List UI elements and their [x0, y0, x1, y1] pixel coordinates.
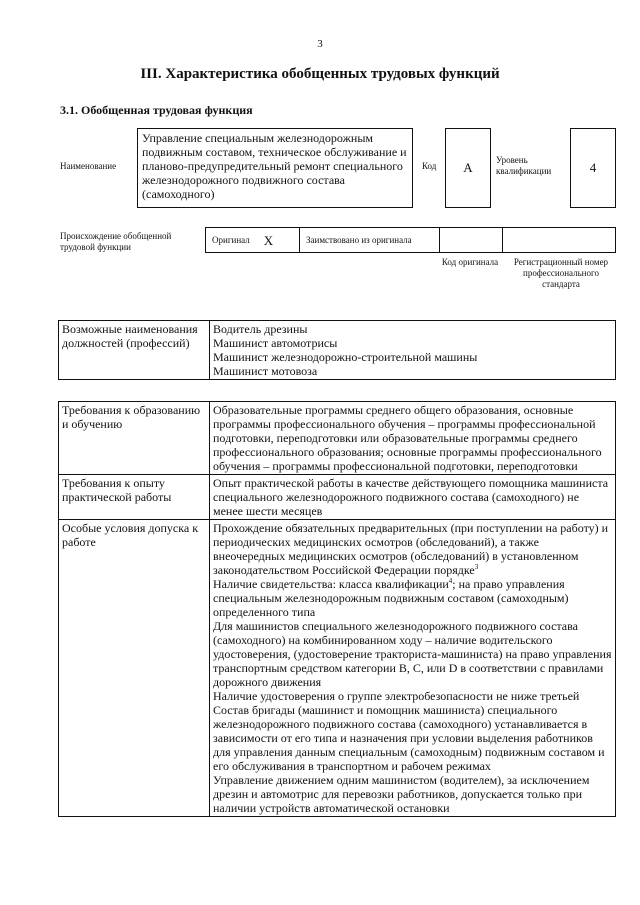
special-text-2b: ; на право управления специальным железнодорожным подвижным составом (самоходным) определенного типа: [213, 577, 569, 619]
footnote-ref-3: 3: [474, 563, 479, 571]
name-label: Наименование: [60, 161, 117, 171]
table-row: [59, 475, 616, 520]
footnote-ref-4: 4: [448, 577, 453, 585]
special-conditions-value: [210, 520, 616, 817]
table-row: [59, 402, 616, 475]
code-label: Код: [422, 161, 437, 171]
education-value: Образовательные программы среднего общего образования, основные программы профессионального обучения – программы профессиональной подготовки, переподготовки или образовательные программы среднего профессионального образования; основные программы профессионального обучения – программы профессиональной подготовки, переподготовки: [210, 402, 616, 475]
positions-label: Возможные наименования должностей (профессий): [59, 321, 210, 380]
requirements-table: [58, 401, 616, 817]
origin-original-cell: [206, 228, 300, 252]
origin-row: [205, 227, 616, 253]
page-number: 3: [317, 38, 323, 50]
position-item: Водитель дрезины: [213, 322, 308, 336]
page-title: III. Характеристика обобщенных трудовых функций: [140, 66, 500, 82]
section-heading: 3.1. Обобщенная трудовая функция: [60, 103, 253, 117]
qualification-level-label: Уровень квалификации: [496, 155, 552, 176]
code-value-box: А: [445, 128, 491, 208]
original-mark: X: [263, 232, 274, 248]
special-conditions-label: Особые условия допуска к работе: [59, 520, 210, 817]
qualification-level-box: 4: [570, 128, 616, 208]
special-paragraph: [213, 521, 612, 577]
special-paragraph: Наличие удостоверения о группе электробезопасности не ниже третьей: [213, 689, 580, 703]
borrowed-label: Заимствовано из оригинала: [306, 234, 412, 245]
experience-label: Требования к опыту практической работы: [59, 475, 210, 520]
table-row: [59, 520, 616, 817]
origin-code-cell: [440, 228, 503, 252]
special-paragraph: [213, 577, 612, 619]
position-item: Машинист мотовоза: [213, 364, 318, 378]
position-item: Машинист железнодорожно-строительной машины: [213, 350, 478, 364]
education-label: Требования к образованию и обучению: [59, 402, 210, 475]
origin-borrowed-cell: [300, 228, 440, 252]
reg-number-caption: Регистрационный номер профессионального стандарта: [513, 257, 609, 289]
special-paragraph: Для машинистов специального железнодорожного подвижного состава (самоходного) на комбинированном ходу – наличие водительского удостоверения, (удостоверение тракториста-машиниста) на право управления транспортным средством категории B, C, или D в соответствии с правилами дорожного движения: [213, 619, 612, 689]
original-label: Оригинал: [212, 234, 250, 245]
positions-table: [58, 320, 616, 380]
special-text-1: Прохождение обязательных предварительных (при поступлении на работу) и периодических медицинских осмотров (обследований), а также внеочередных медицинских осмотров (обследований) в установленном законодательством Российской Федерации порядке: [213, 521, 609, 577]
special-paragraph: Состав бригады (машинист и помощник машиниста) специального железнодорожного подвижного состава (самоходного) устанавливается в зависимости от его типа и назначения при условии выделения работников для управления данным специальным (самоходным) подвижным составом и его обслуживания в транспортном и рабочем режимах: [213, 703, 605, 773]
code-caption: Код оригинала: [441, 257, 499, 267]
special-paragraph: Управление движением одним машинистом (водителем), за исключением дрезин и автомотрис для перевозки работников, допускается только при наличии устройств автоматической остановки: [213, 773, 590, 815]
origin-reg-number-cell: [503, 228, 615, 252]
origin-label: Происхождение обобщенной трудовой функции: [60, 231, 172, 252]
position-item: Машинист автомотрисы: [213, 336, 338, 350]
special-text-2a: Наличие свидетельства: класса квалификации: [213, 577, 449, 591]
function-name-box: Управление специальным железнодорожным подвижным составом, техническое обслуживание и планово-предупредительный ремонт специального железнодорожного подвижного состава (самоходного): [137, 128, 413, 208]
experience-value: Опыт практической работы в качестве действующего помощника машиниста специального железнодорожного подвижного состава (самоходного) не менее шести месяцев: [210, 475, 616, 520]
positions-list: [210, 321, 616, 380]
